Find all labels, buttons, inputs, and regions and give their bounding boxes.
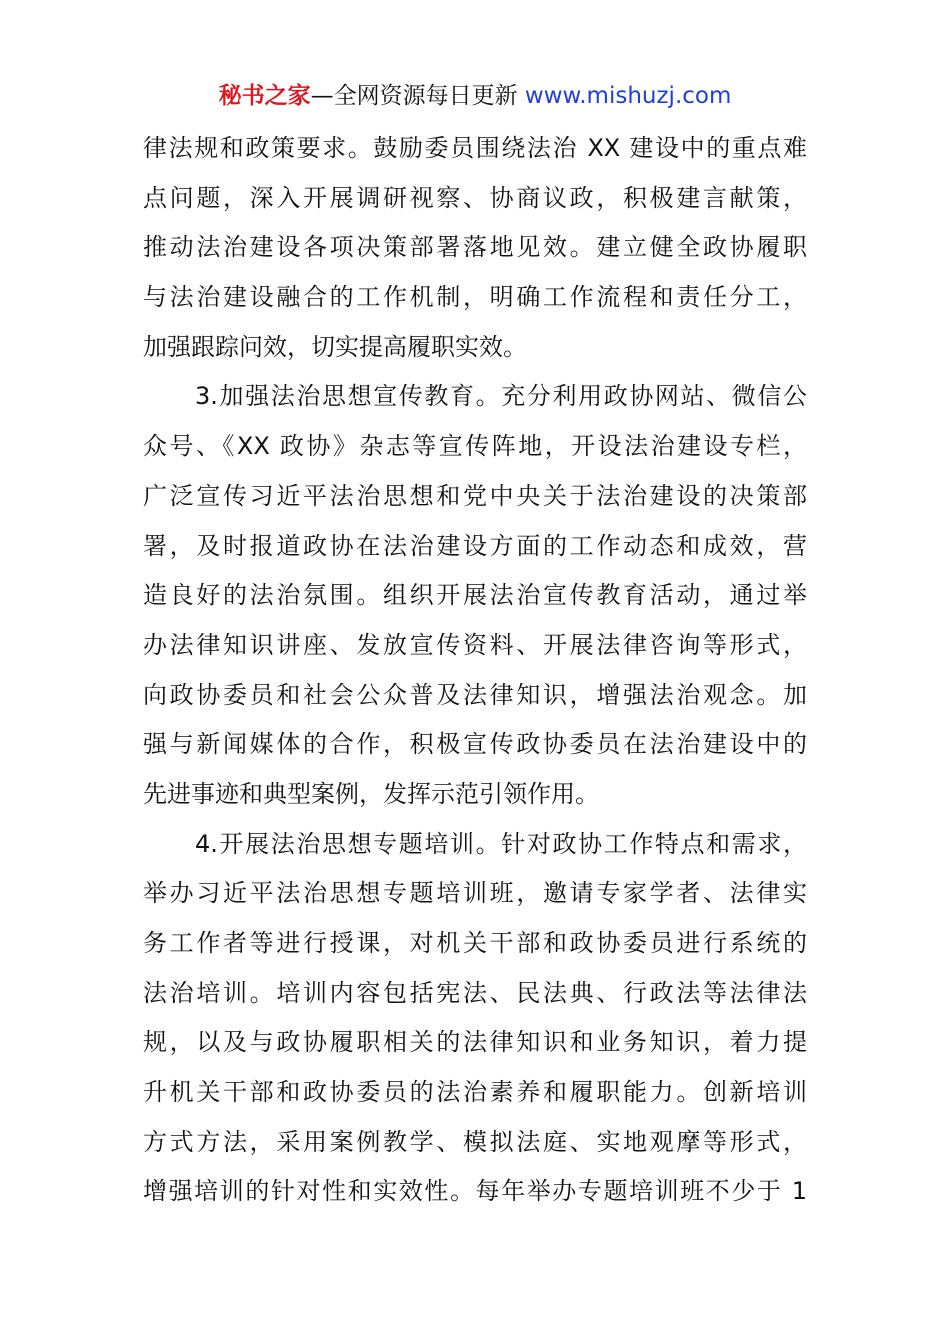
paragraph-start-line: 3.加强法治思想宣传教育。充分利用政协网站、微信公 — [195, 382, 807, 411]
text-line: 强与新闻媒体的合作，积极宣传政协委员在法治建设中的 — [143, 730, 807, 759]
text-line: 广泛宣传习近平法治思想和党中央关于法治建设的决策部 — [143, 481, 807, 510]
text-line: 务工作者等进行授课，对机关干部和政协委员进行系统的 — [143, 929, 807, 957]
site-tagline: —全网资源每日更新 — [310, 83, 518, 109]
text-line: 规，以及与政协履职相关的法律知识和业务知识，着力提 — [143, 1028, 807, 1057]
text-line: 点问题，深入开展调研视察、协商议政，积极建言献策， — [143, 183, 807, 212]
paragraph-start-line: 4.开展法治思想专题培训。针对政协工作特点和需求， — [195, 829, 807, 858]
text-line: 众号、《XX 政协》杂志等宣传阵地，开设法治建设专栏， — [143, 432, 807, 461]
text-line: 造良好的法治氛围。组织开展法治宣传教育活动，通过举 — [143, 581, 807, 610]
text-line: 法治培训。培训内容包括宪法、民法典、行政法等法律法 — [143, 978, 807, 1007]
text-line: 升机关干部和政协委员的法治素养和履职能力。创新培训 — [143, 1078, 807, 1107]
text-line: 推动法治建设各项决策部署落地见效。建立健全政协履职 — [143, 233, 807, 262]
text-line: 方式方法，采用案例教学、模拟法庭、实地观摩等形式， — [143, 1127, 807, 1156]
text-line: 增强培训的针对性和实效性。每年举办专题培训班不少于 1 — [143, 1177, 807, 1206]
text-line: 与法治建设融合的工作机制，明确工作流程和责任分工， — [143, 283, 807, 312]
text-line: 先进事迹和典型案例，发挥示范引领作用。 — [143, 779, 599, 808]
text-line: 向政协委员和社会公众普及法律知识，增强法治观念。加 — [143, 680, 807, 709]
site-url-link[interactable]: www.mishuzj.com — [524, 83, 732, 109]
text-line: 律法规和政策要求。鼓励委员围绕法治 XX 建设中的重点难 — [143, 134, 807, 162]
text-line: 举办习近平法治思想专题培训班，邀请专家学者、法律实 — [143, 879, 807, 908]
text-line: 署，及时报道政协在法治建设方面的工作动态和成效，营 — [143, 531, 807, 560]
document-body — [143, 124, 807, 1217]
site-brand: 秘书之家 — [218, 83, 311, 109]
text-line: 办法律知识讲座、发放宣传资料、开展法律咨询等形式， — [143, 630, 807, 659]
text-line: 加强跟踪问效，切实提高履职实效。 — [143, 332, 527, 361]
page-header — [0, 78, 950, 114]
